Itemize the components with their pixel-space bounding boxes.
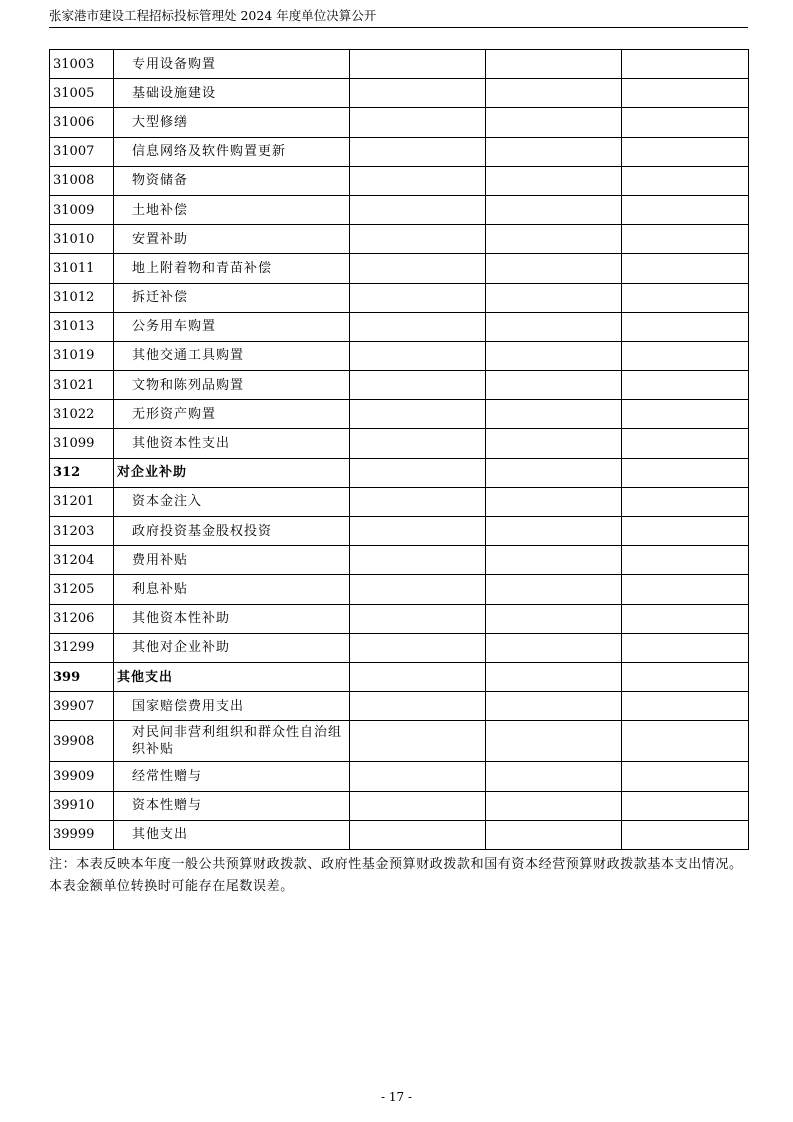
table-row [50,254,749,283]
amount-cell [486,341,622,370]
amount-cell [486,820,622,849]
amount-cell [350,458,486,487]
amount-cell [622,50,749,79]
amount-cell [350,225,486,254]
row-name: 资本金注入 [114,487,350,516]
amount-cell [622,575,749,604]
row-name: 其他对企业补助 [114,633,350,662]
row-name: 其他资本性补助 [114,604,350,633]
row-name: 对企业补助 [114,458,350,487]
row-code: 31012 [50,283,114,312]
amount-cell [622,225,749,254]
row-name: 地上附着物和青苗补偿 [114,254,350,283]
row-name: 专用设备购置 [114,50,350,79]
row-name: 其他支出 [114,662,350,691]
amount-cell [622,458,749,487]
table-row [50,400,749,429]
table-row [50,429,749,458]
page-number: - 17 - [380,1090,412,1104]
row-code: 31003 [50,50,114,79]
row-name: 物资储备 [114,166,350,195]
table-row [50,341,749,370]
amount-cell [486,633,622,662]
table-row [50,721,749,762]
amount-cell [486,225,622,254]
table-row [50,283,749,312]
amount-cell [486,546,622,575]
amount-cell [622,662,749,691]
amount-cell [622,79,749,108]
table-row [50,546,749,575]
amount-cell [486,283,622,312]
amount-cell [350,50,486,79]
row-code: 312 [50,458,114,487]
table-note: 注：本表反映本年度一般公共预算财政拨款、政府性基金预算财政拨款和国有资本经营预算财政拨款基本支出情况。本表金额单位转换时可能存在尾数误差。 [49,857,743,894]
amount-cell [350,487,486,516]
table-row [50,79,749,108]
amount-cell [486,400,622,429]
amount-cell [622,762,749,791]
amount-cell [486,312,622,341]
amount-cell [486,79,622,108]
amount-cell [486,254,622,283]
table-row [50,137,749,166]
amount-cell [486,50,622,79]
row-name: 土地补偿 [114,195,350,224]
row-name: 对民间非营利组织和群众性自治组织补贴 [114,721,350,762]
amount-cell [350,429,486,458]
row-name: 其他交通工具购置 [114,341,350,370]
amount-cell [350,137,486,166]
table-row [50,312,749,341]
table-row [50,371,749,400]
amount-cell [350,762,486,791]
row-name: 基础设施建设 [114,79,350,108]
amount-cell [350,692,486,721]
row-code: 31203 [50,517,114,546]
amount-cell [486,791,622,820]
row-code: 399 [50,662,114,691]
amount-cell [486,371,622,400]
amount-cell [622,371,749,400]
amount-cell [486,195,622,224]
table-row [50,108,749,137]
table-row [50,762,749,791]
amount-cell [622,429,749,458]
table-row [50,820,749,849]
amount-cell [350,791,486,820]
row-name: 安置补助 [114,225,350,254]
row-name: 文物和陈列品购置 [114,371,350,400]
amount-cell [622,400,749,429]
amount-cell [486,487,622,516]
row-code: 31019 [50,341,114,370]
table-row [50,604,749,633]
row-name: 费用补贴 [114,546,350,575]
amount-cell [486,429,622,458]
amount-cell [622,692,749,721]
amount-cell [486,517,622,546]
amount-cell [350,517,486,546]
amount-cell [350,195,486,224]
table-row [50,517,749,546]
amount-cell [622,341,749,370]
table-row [50,50,749,79]
table-row [50,791,749,820]
amount-cell [622,166,749,195]
amount-cell [350,371,486,400]
amount-cell [350,633,486,662]
row-code: 31205 [50,575,114,604]
row-code: 39999 [50,820,114,849]
table-row [50,195,749,224]
row-code: 39910 [50,791,114,820]
row-code: 31013 [50,312,114,341]
amount-cell [350,820,486,849]
amount-cell [622,108,749,137]
amount-cell [350,166,486,195]
amount-cell [622,721,749,762]
row-name: 国家赔偿费用支出 [114,692,350,721]
amount-cell [486,692,622,721]
amount-cell [486,137,622,166]
row-code: 31204 [50,546,114,575]
table-row [50,166,749,195]
row-name: 公务用车购置 [114,312,350,341]
amount-cell [622,254,749,283]
row-code: 31011 [50,254,114,283]
row-name: 其他资本性支出 [114,429,350,458]
amount-cell [486,604,622,633]
amount-cell [622,487,749,516]
amount-cell [622,517,749,546]
amount-cell [350,283,486,312]
row-code: 39908 [50,721,114,762]
amount-cell [622,283,749,312]
amount-cell [486,662,622,691]
amount-cell [350,400,486,429]
row-code: 39907 [50,692,114,721]
amount-cell [622,633,749,662]
row-code: 31022 [50,400,114,429]
amount-cell [350,254,486,283]
row-code: 31299 [50,633,114,662]
amount-cell [486,458,622,487]
row-code: 39909 [50,762,114,791]
row-code: 31007 [50,137,114,166]
row-name: 无形资产购置 [114,400,350,429]
amount-cell [486,166,622,195]
amount-cell [486,575,622,604]
category-row [50,662,749,691]
amount-cell [622,195,749,224]
row-code: 31206 [50,604,114,633]
row-name: 政府投资基金股权投资 [114,517,350,546]
amount-cell [350,312,486,341]
row-code: 31021 [50,371,114,400]
amount-cell [622,820,749,849]
amount-cell [350,604,486,633]
row-name: 信息网络及软件购置更新 [114,137,350,166]
row-code: 31009 [50,195,114,224]
expenditure-table [49,49,749,850]
amount-cell [622,312,749,341]
amount-cell [622,604,749,633]
amount-cell [350,575,486,604]
row-code: 31005 [50,79,114,108]
row-code: 31008 [50,166,114,195]
row-code: 31010 [50,225,114,254]
amount-cell [350,721,486,762]
table-row [50,633,749,662]
amount-cell [350,662,486,691]
table-body [50,50,749,850]
amount-cell [350,108,486,137]
amount-cell [486,108,622,137]
amount-cell [486,762,622,791]
row-name: 经常性赠与 [114,762,350,791]
row-code: 31006 [50,108,114,137]
row-code: 31201 [50,487,114,516]
amount-cell [622,546,749,575]
row-name: 大型修缮 [114,108,350,137]
table-row [50,487,749,516]
amount-cell [622,137,749,166]
amount-cell [350,79,486,108]
table-row [50,225,749,254]
amount-cell [622,791,749,820]
table-row [50,692,749,721]
page-header: 张家港市建设工程招标投标管理处 2024 年度单位决算公开 [49,8,748,28]
category-row [50,458,749,487]
row-name: 其他支出 [114,820,350,849]
row-name: 资本性赠与 [114,791,350,820]
row-name: 拆迁补偿 [114,283,350,312]
amount-cell [350,341,486,370]
row-name: 利息补贴 [114,575,350,604]
row-code: 31099 [50,429,114,458]
amount-cell [350,546,486,575]
amount-cell [486,721,622,762]
table-row [50,575,749,604]
